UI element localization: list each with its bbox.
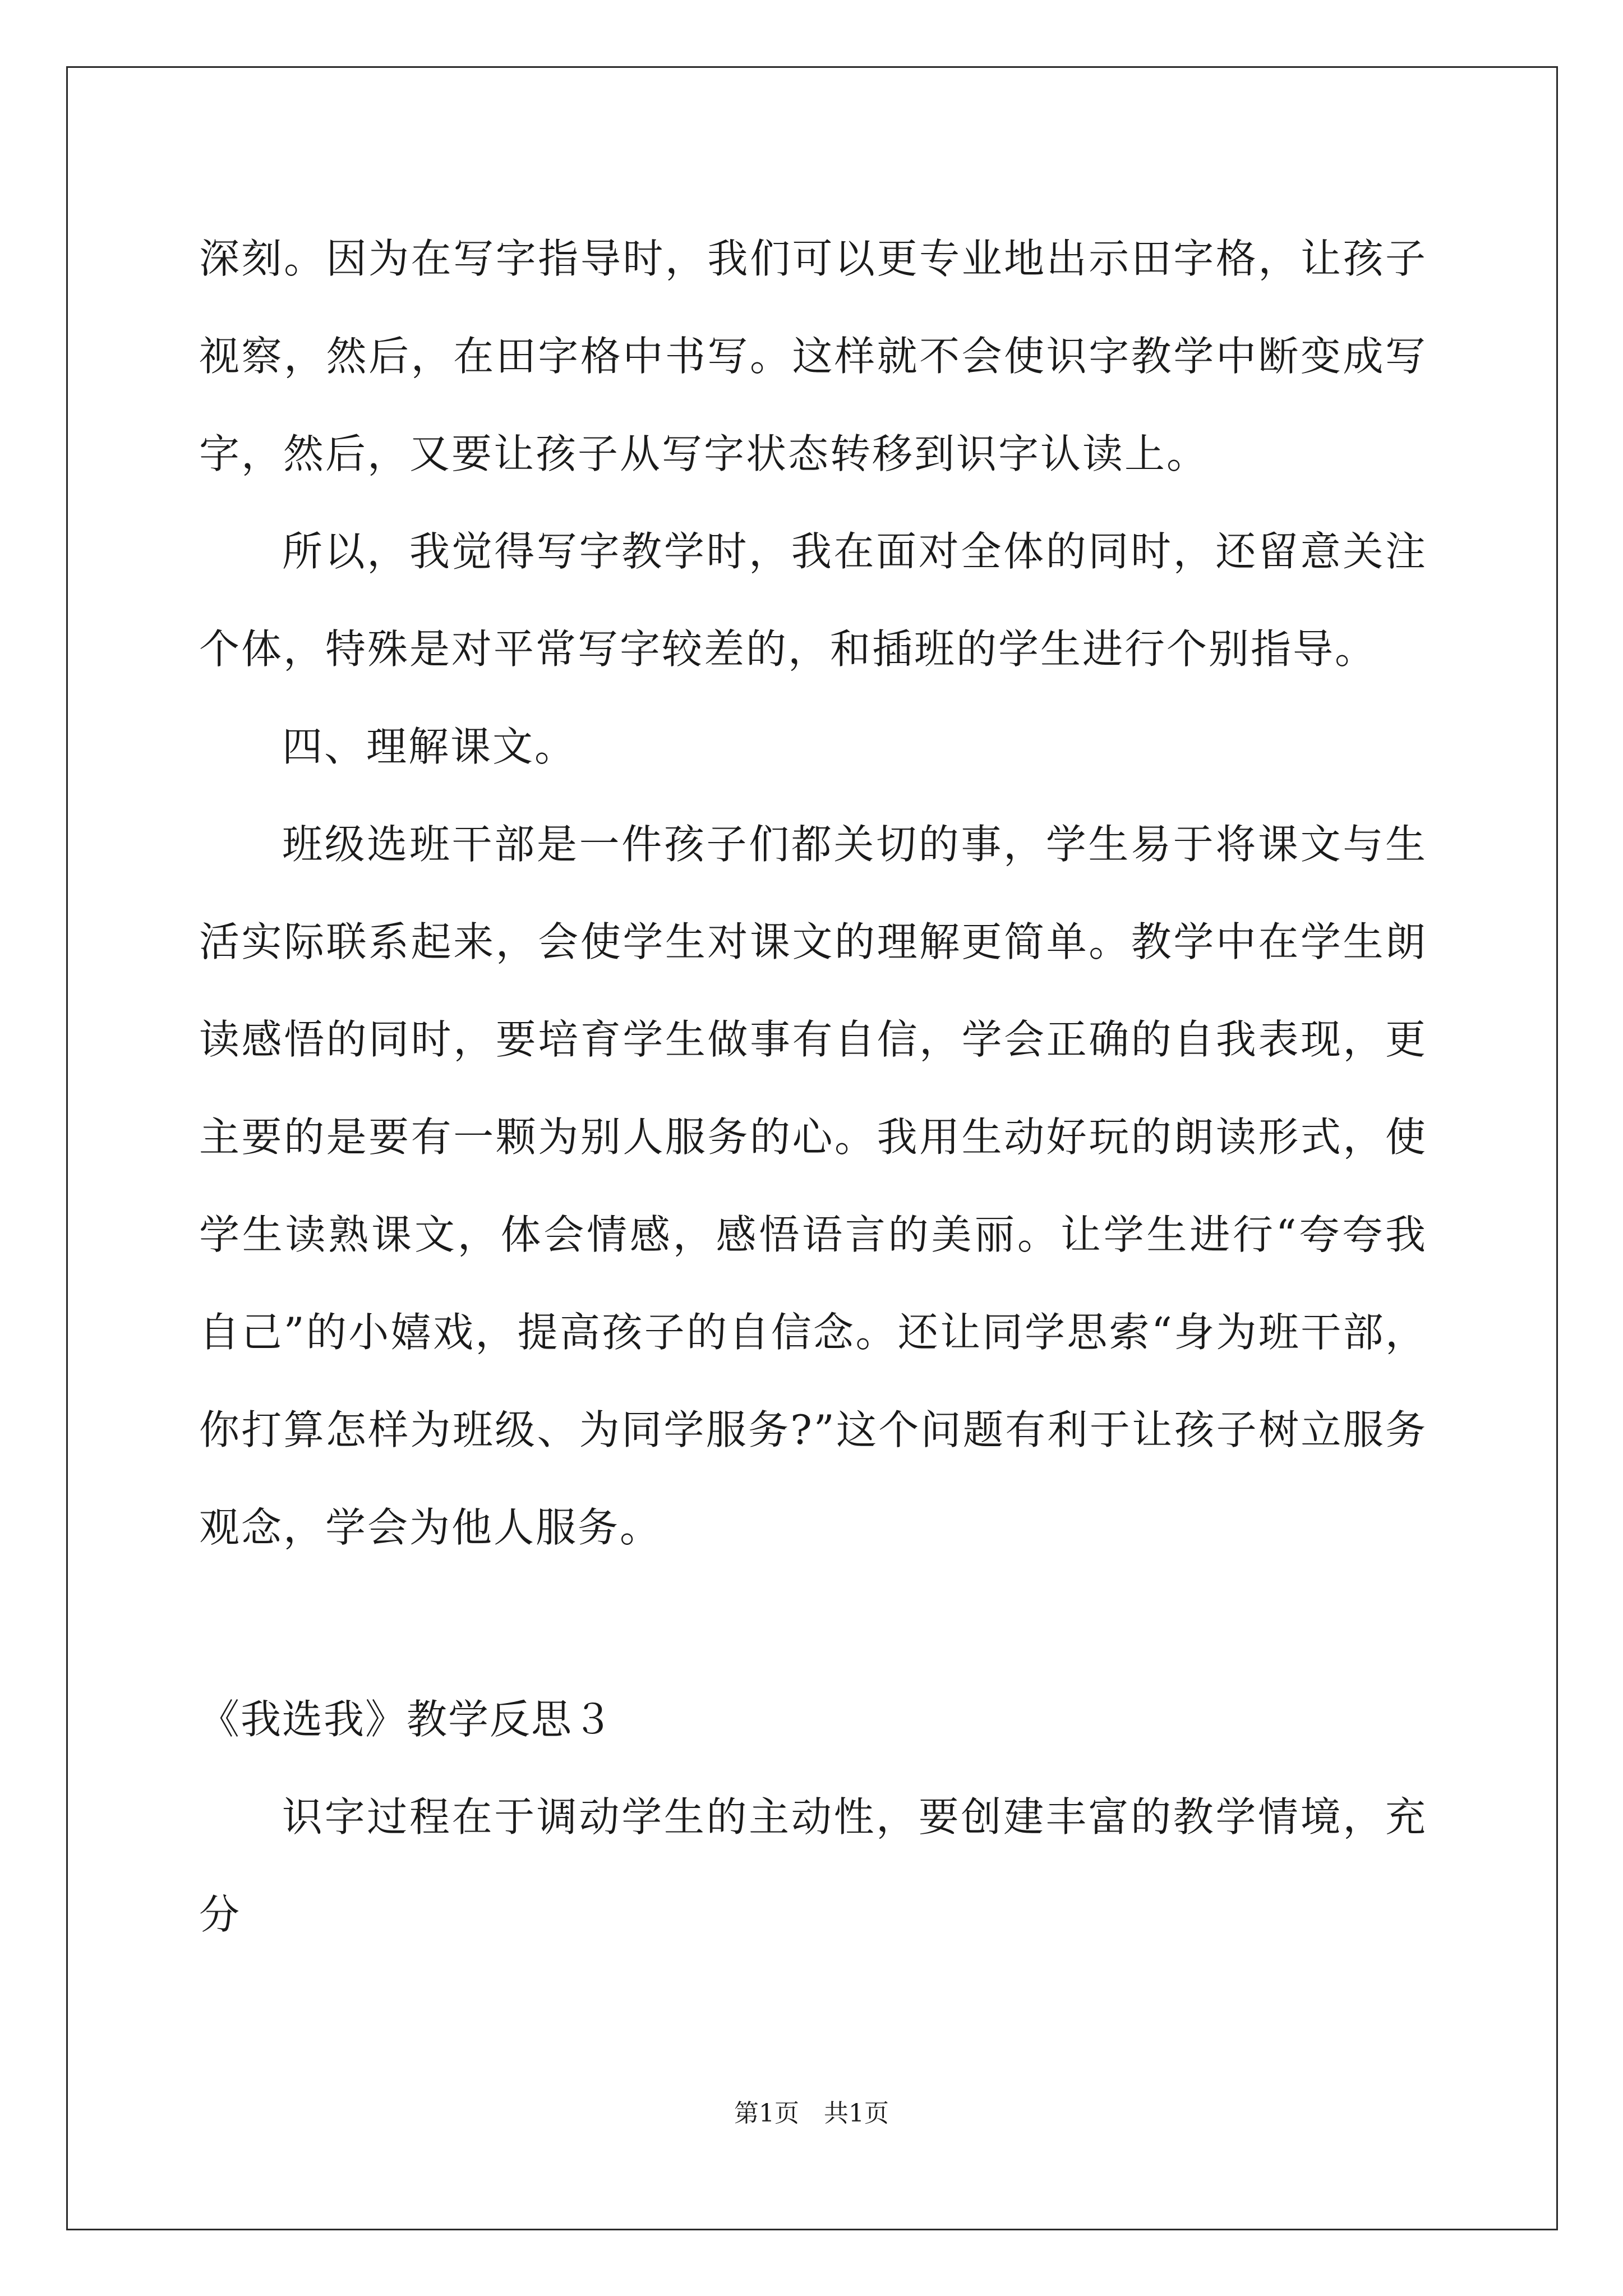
document-body: [199, 210, 1427, 1963]
paragraph-continuation: 深刻。因为在写字指导时，我们可以更专业地出示田字格，让孩子视察，然后，在田字格中书写。这样就不会使识字教学中断变成写字，然后，又要让孩子从写字状态转移到识字认读上。: [199, 235, 1427, 477]
paragraph-literacy-process: 识字过程在于调动学生的主动性，要创建丰富的教学情境，充分: [199, 1793, 1427, 1938]
paragraph-class-election: 班级选班干部是一件孩子们都关切的事，学生易于将课文与生活实际联系起来，会使学生对课文的理解更简单。教学中在学生朗读感悟的同时，要培育学生做事有自信，学会正确的自我表现，更主要的是要有一颗为别人服务的心。我用生动好玩的朗读形式，使学生读熟课文，体会情感，感悟语言的美丽。让学生进行“夸夸我自己”的小嬉戏，提高孩子的自信念。还让同学思索“身为班干部，你打算怎样为班级、为同学服务?”这个问题有利于让孩子树立服务观念，学会为他人服务。: [199, 821, 1427, 1551]
page-number-footer: 第1页 共1页: [734, 2099, 889, 2128]
section-heading: 《我选我》教学反思３: [199, 1696, 615, 1743]
subheading-understand-text: 四、理解课文。: [282, 723, 577, 770]
paragraph-writing-guidance: 所以，我觉得写字教学时，我在面对全体的同时，还留意关注个体，特殊是对平常写字较差的，和插班的学生进行个别指导。: [199, 528, 1427, 673]
